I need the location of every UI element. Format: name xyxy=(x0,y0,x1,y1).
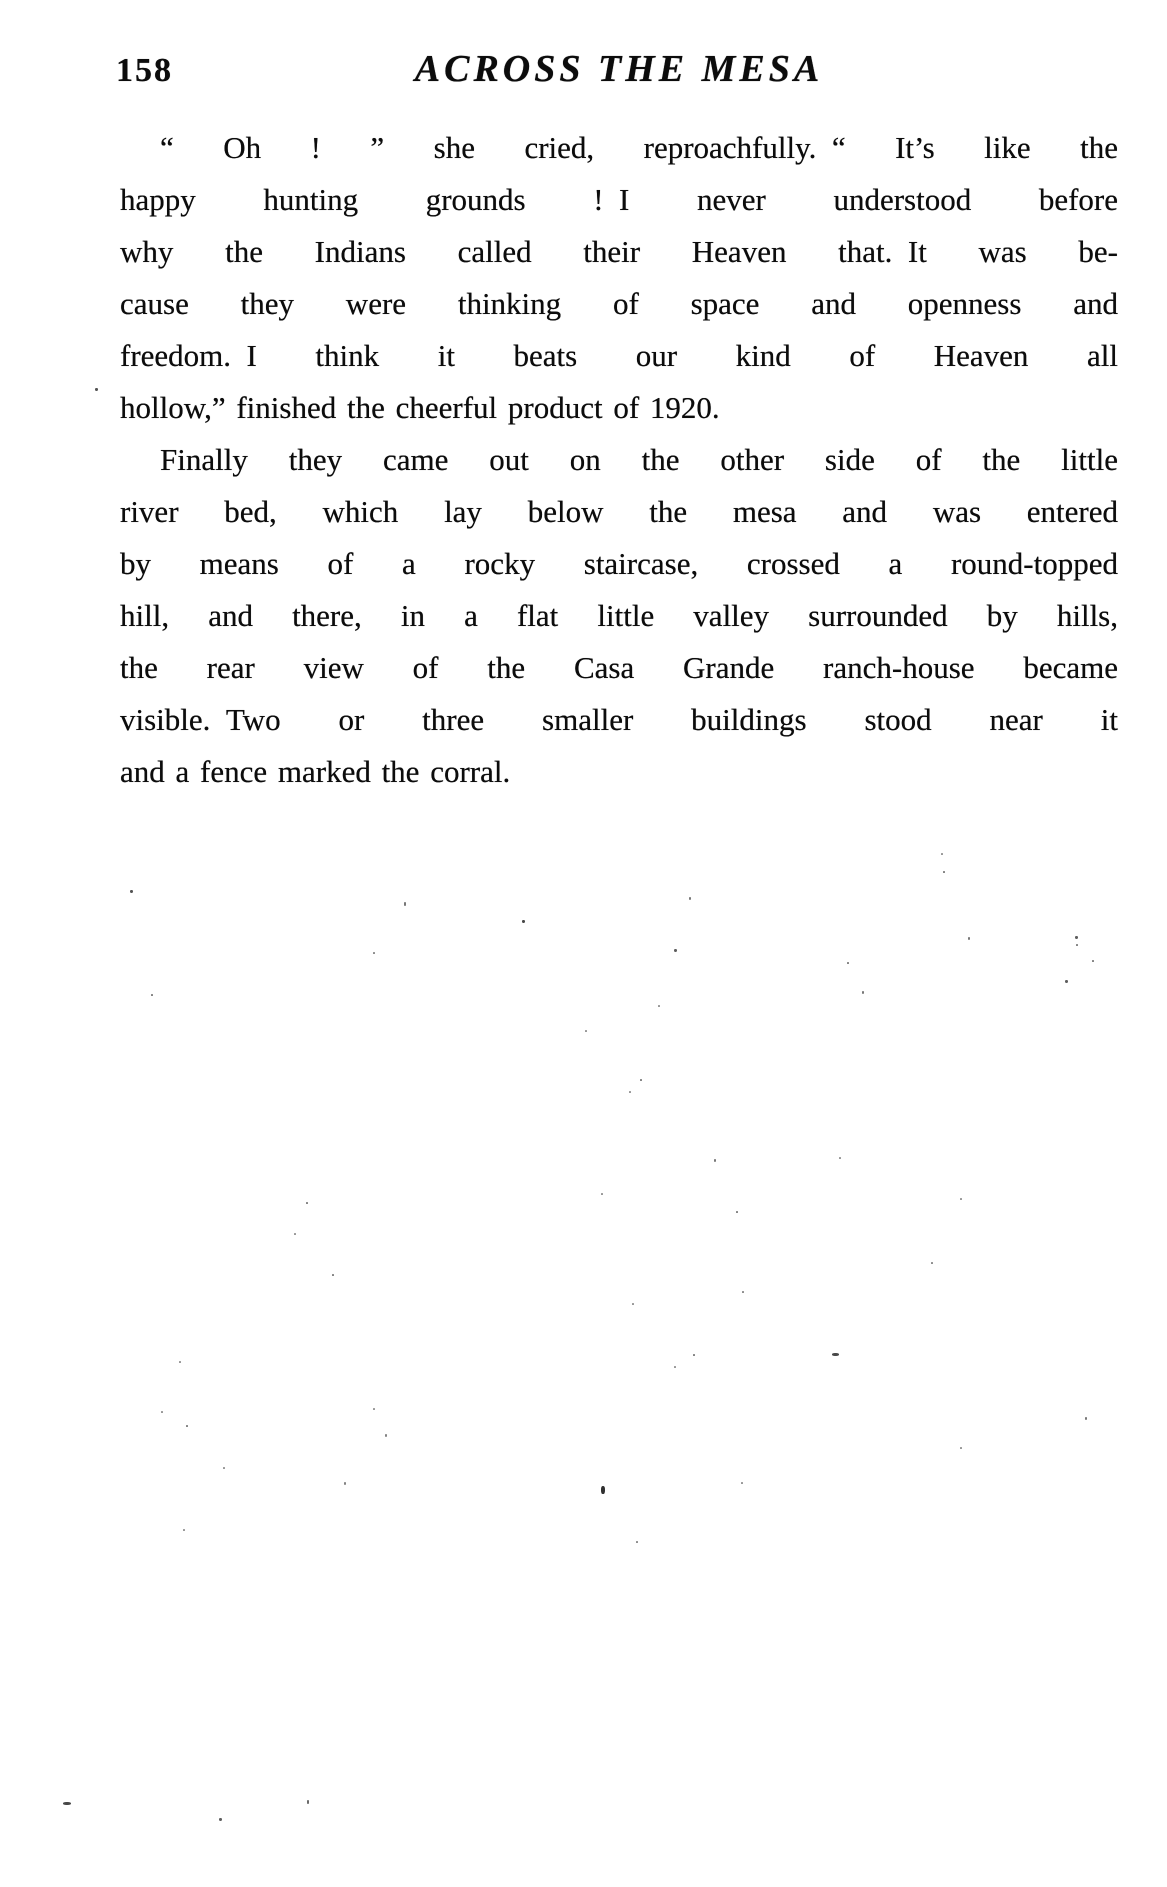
scan-noise-speck xyxy=(968,937,970,940)
scan-noise-speck xyxy=(63,1802,71,1805)
scan-noise-speck xyxy=(151,994,153,996)
text-line: freedom. I think it beats our kind of Heaven all xyxy=(120,338,1118,373)
scan-noise-speck xyxy=(693,1354,695,1356)
page-text xyxy=(120,122,1118,798)
scan-noise-speck xyxy=(404,902,406,906)
scan-noise-speck xyxy=(736,1211,738,1213)
text-line: river bed, which lay below the mesa and was entered xyxy=(120,494,1118,529)
scan-noise-speck xyxy=(294,1233,296,1235)
scan-noise-speck xyxy=(640,1079,642,1081)
text-line: why the Indians called their Heaven that. It was be- xyxy=(120,234,1118,269)
scan-noise-speck xyxy=(629,1091,631,1093)
scan-noise-speck xyxy=(714,1159,716,1162)
scan-noise-speck xyxy=(960,1198,962,1200)
scan-noise-speck xyxy=(1075,936,1078,939)
scan-noise-speck xyxy=(95,388,98,391)
page-number: 158 xyxy=(116,52,173,89)
scan-noise-speck xyxy=(674,949,677,952)
scan-noise-speck xyxy=(741,1482,743,1484)
scan-noise-speck xyxy=(931,1262,933,1264)
scan-noise-speck xyxy=(385,1434,387,1437)
scan-noise-speck xyxy=(373,952,375,954)
scan-noise-speck xyxy=(130,890,133,893)
scan-noise-speck xyxy=(943,871,945,873)
text-line: hill, and there, in a flat little valley surrounded by hills, xyxy=(120,598,1118,633)
scan-noise-speck xyxy=(373,1408,375,1410)
scan-noise-speck xyxy=(632,1303,634,1305)
scan-noise-speck xyxy=(1085,1417,1087,1420)
scan-noise-speck xyxy=(306,1202,308,1204)
scan-noise-speck xyxy=(941,853,943,855)
paragraph-1 xyxy=(120,122,1118,434)
scan-noise-speck xyxy=(601,1193,603,1195)
scan-noise-speck xyxy=(344,1482,346,1485)
text-line: “ Oh ! ” she cried, reproachfully. “ It’s like the xyxy=(160,130,1118,165)
text-line: cause they were thinking of space and openness and xyxy=(120,286,1118,321)
scan-noise-speck xyxy=(847,962,849,964)
scan-noise-speck xyxy=(183,1529,185,1531)
scan-noise-speck xyxy=(161,1411,163,1413)
scan-noise-speck xyxy=(1076,944,1078,946)
text-line: the rear view of the Casa Grande ranch-house became xyxy=(120,650,1118,685)
scan-noise-speck xyxy=(689,897,691,900)
scan-noise-speck xyxy=(223,1467,225,1469)
scan-noise-speck xyxy=(1065,980,1068,983)
text-line: Finally they came out on the other side of the little xyxy=(160,442,1118,477)
text-line: happy hunting grounds ! I never understood before xyxy=(120,182,1118,217)
scan-noise-speck xyxy=(601,1486,605,1494)
page-header xyxy=(0,0,1167,110)
scan-noise-speck xyxy=(332,1274,334,1276)
scan-noise-speck xyxy=(862,991,864,994)
scan-noise-speck xyxy=(636,1541,638,1543)
scan-noise-speck xyxy=(307,1800,309,1804)
text-line: visible. Two or three smaller buildings stood near it xyxy=(120,702,1118,737)
text-line: and a fence marked the corral. xyxy=(120,754,511,789)
scan-noise-speck xyxy=(832,1353,839,1356)
scan-noise-speck xyxy=(742,1291,744,1293)
paragraph-2 xyxy=(120,434,1118,798)
scan-noise-speck xyxy=(960,1447,962,1449)
text-line: by means of a rocky staircase, crossed a round-topped xyxy=(120,546,1118,581)
scan-noise-speck xyxy=(179,1361,181,1363)
scan-noise-speck xyxy=(839,1157,841,1159)
scan-noise-speck xyxy=(658,1005,660,1007)
scan-noise-speck xyxy=(585,1030,587,1032)
scan-noise-speck xyxy=(522,920,525,923)
scan-noise-speck xyxy=(186,1425,188,1427)
scan-noise-speck xyxy=(219,1818,222,1821)
running-title: ACROSS THE MESA xyxy=(414,48,824,90)
scan-noise-speck xyxy=(1092,960,1094,962)
text-line: hollow,” finished the cheerful product of 1920. xyxy=(120,390,720,425)
scan-noise-speck xyxy=(674,1366,676,1368)
